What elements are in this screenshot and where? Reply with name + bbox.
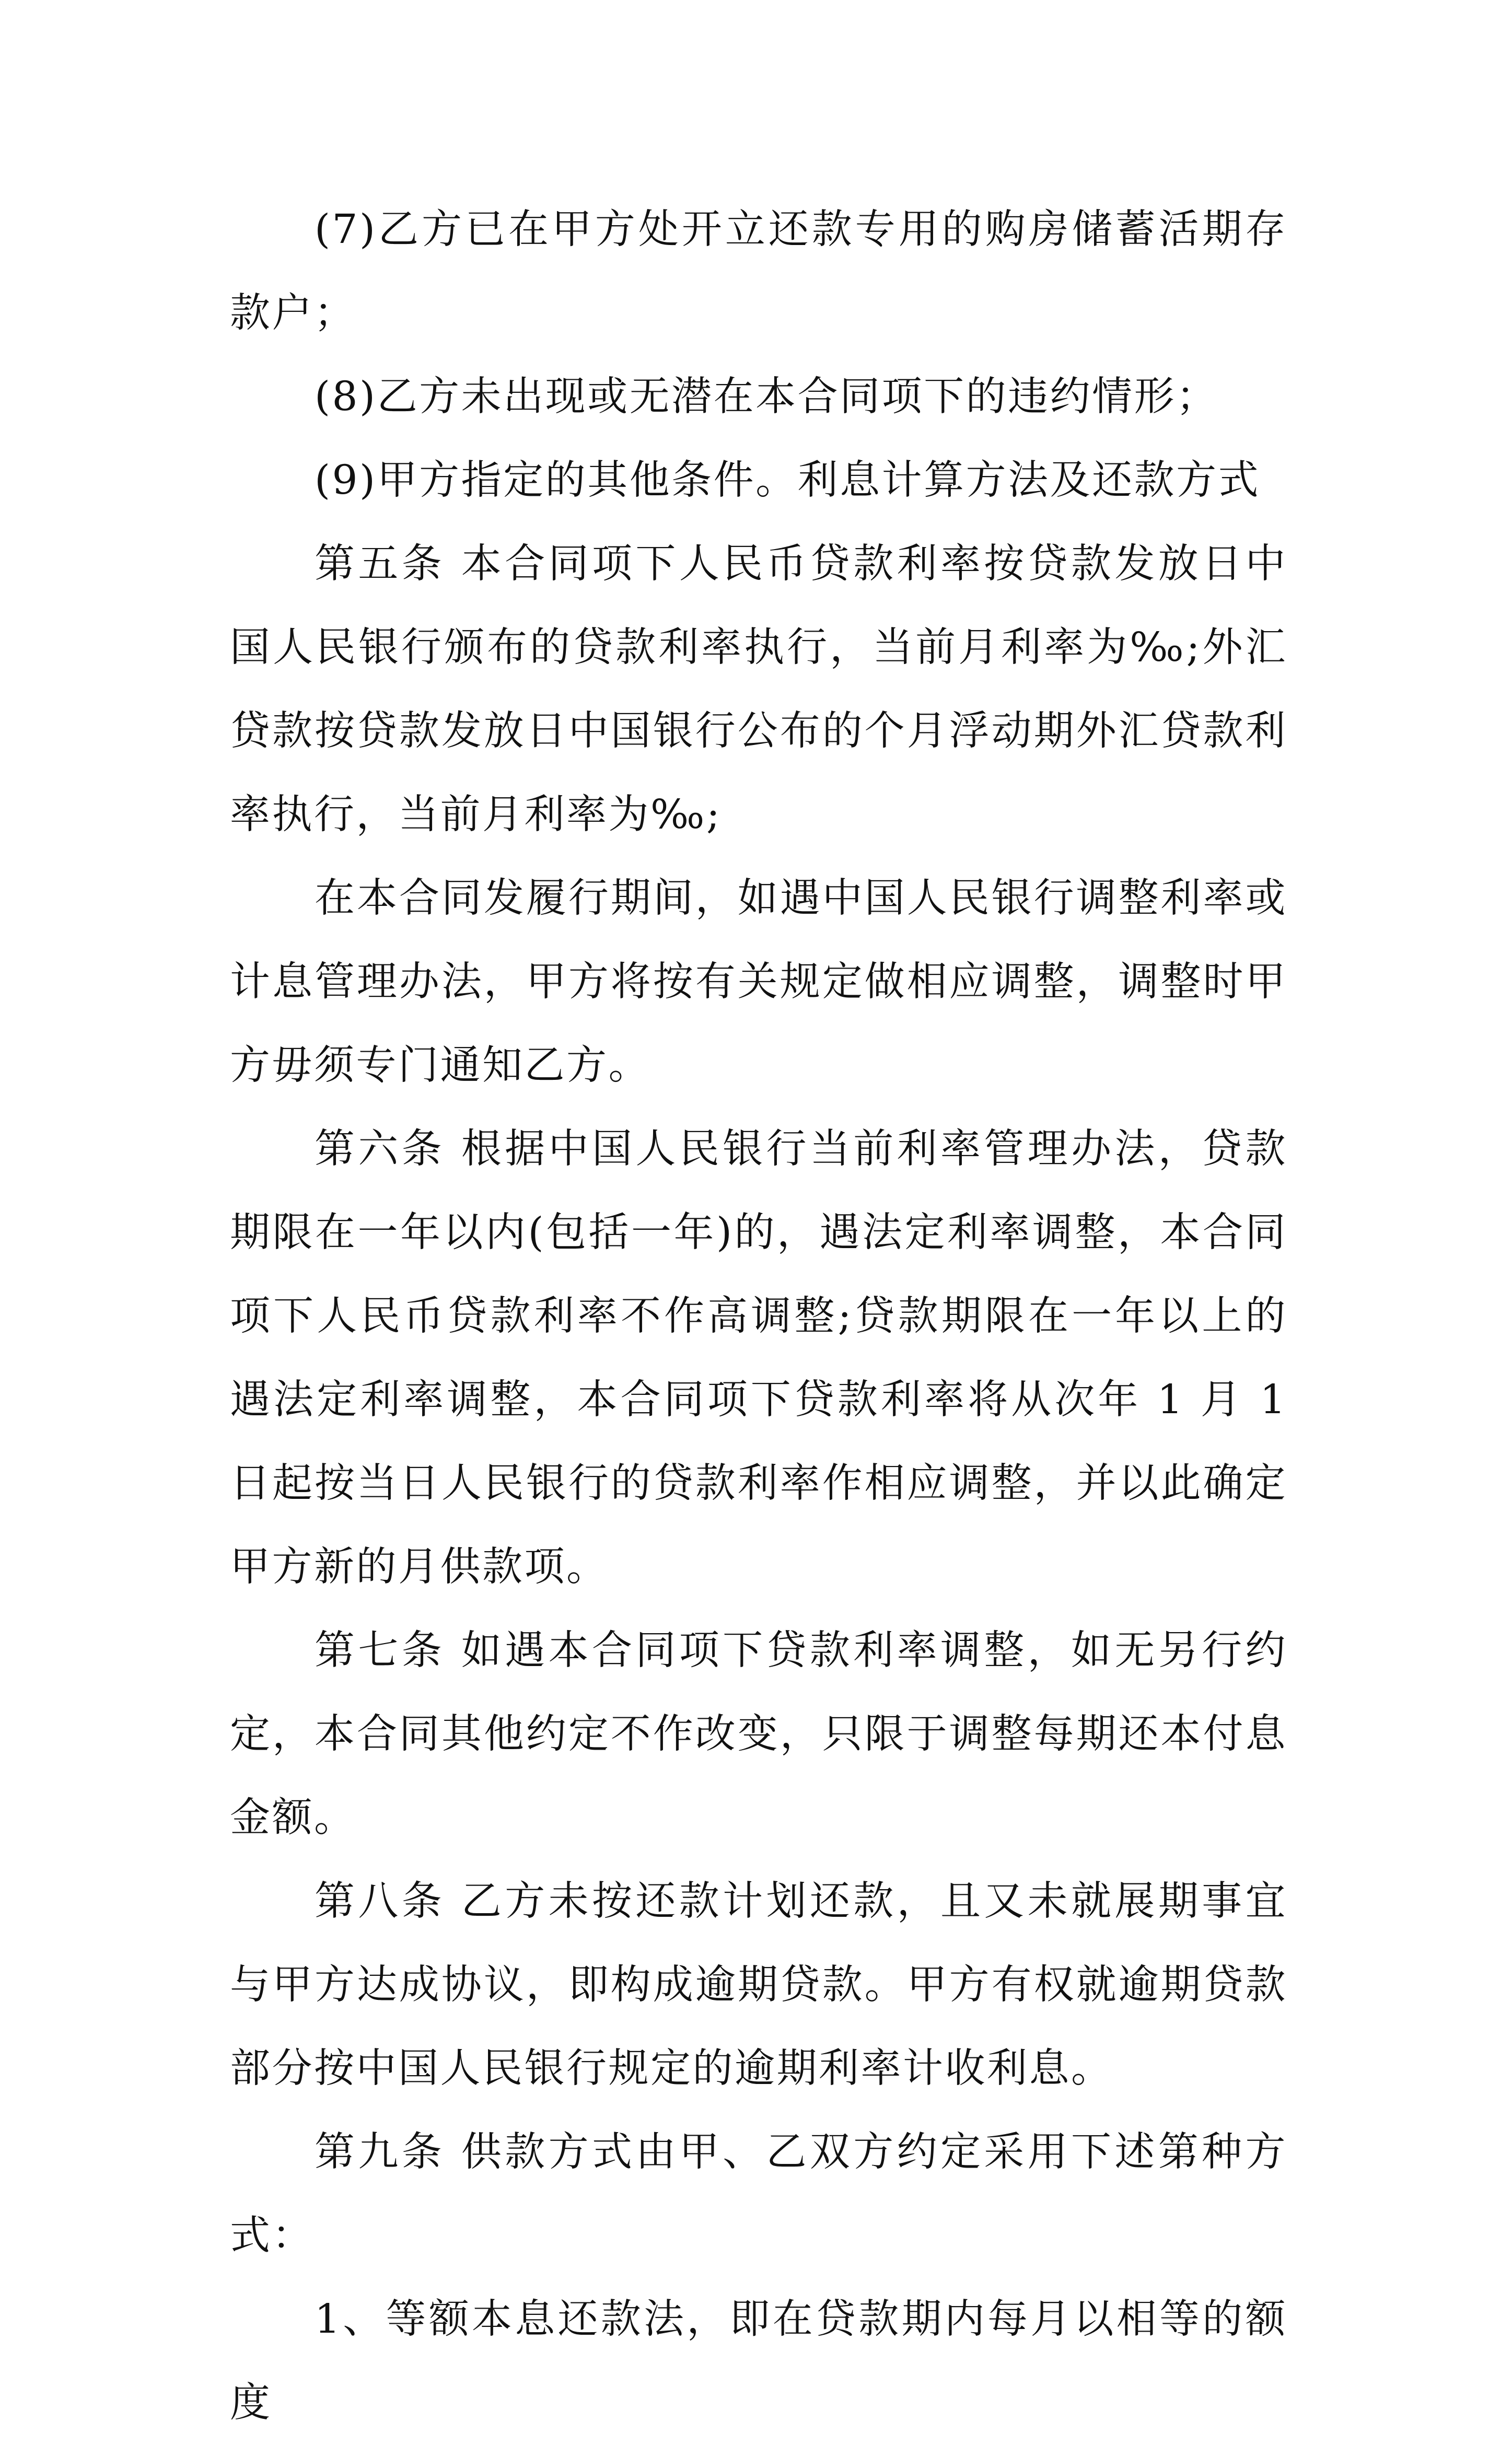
contract-body <box>230 188 1287 2445</box>
paragraph-clause-9: (9)甲方指定的其他条件。利息计算方法及还款方式 <box>315 457 1261 504</box>
paragraph-article-5: 第五条 本合同项下人民币贷款利率按贷款发放日中国人民银行颁布的贷款利率执行，当前月利率为‰;外汇贷款按贷款发放日中国银行公布的个月浮动期外汇贷款利率执行，当前月利率为‰; <box>230 541 1287 838</box>
paragraph-rate-adjustment: 在本合同发履行期间，如遇中国人民银行调整利率或计息管理办法，甲方将按有关规定做相应调整，调整时甲方毋须专门通知乙方。 <box>230 875 1287 1089</box>
paragraph-method-1: 1、等额本息还款法，即在贷款期内每月以相等的额度 <box>230 2296 1287 2426</box>
paragraph-clause-8: (8)乙方未出现或无潜在本合同项下的违约情形； <box>315 374 1218 420</box>
paragraph-clause-7: (7)乙方已在甲方处开立还款专用的购房储蓄活期存款户； <box>230 206 1287 336</box>
paragraph-article-7: 第七条 如遇本合同项下贷款利率调整，如无另行约定，本合同其他约定不作改变，只限于调整每期还本付息金额。 <box>230 1627 1287 1841</box>
paragraph-article-8: 第八条 乙方未按还款计划还款，且又未就展期事宜与甲方达成协议，即构成逾期贷款。甲方有权就逾期贷款部分按中国人民银行规定的逾期利率计收利息。 <box>230 1878 1287 2092</box>
paragraph-article-9: 第九条 供款方式由甲、乙双方约定采用下述第种方式： <box>230 2129 1287 2259</box>
paragraph-article-6: 第六条 根据中国人民银行当前利率管理办法，贷款期限在一年以内(包括一年)的，遇法定利率调整，本合同项下人民币贷款利率不作高调整;贷款期限在一年以上的遇法定利率调整，本合同项下贷款利率将从次年 1 月 1 日起按当日人民银行的贷款利率作相应调整，并以此确定甲方新的月供款项。 <box>230 1126 1287 1590</box>
